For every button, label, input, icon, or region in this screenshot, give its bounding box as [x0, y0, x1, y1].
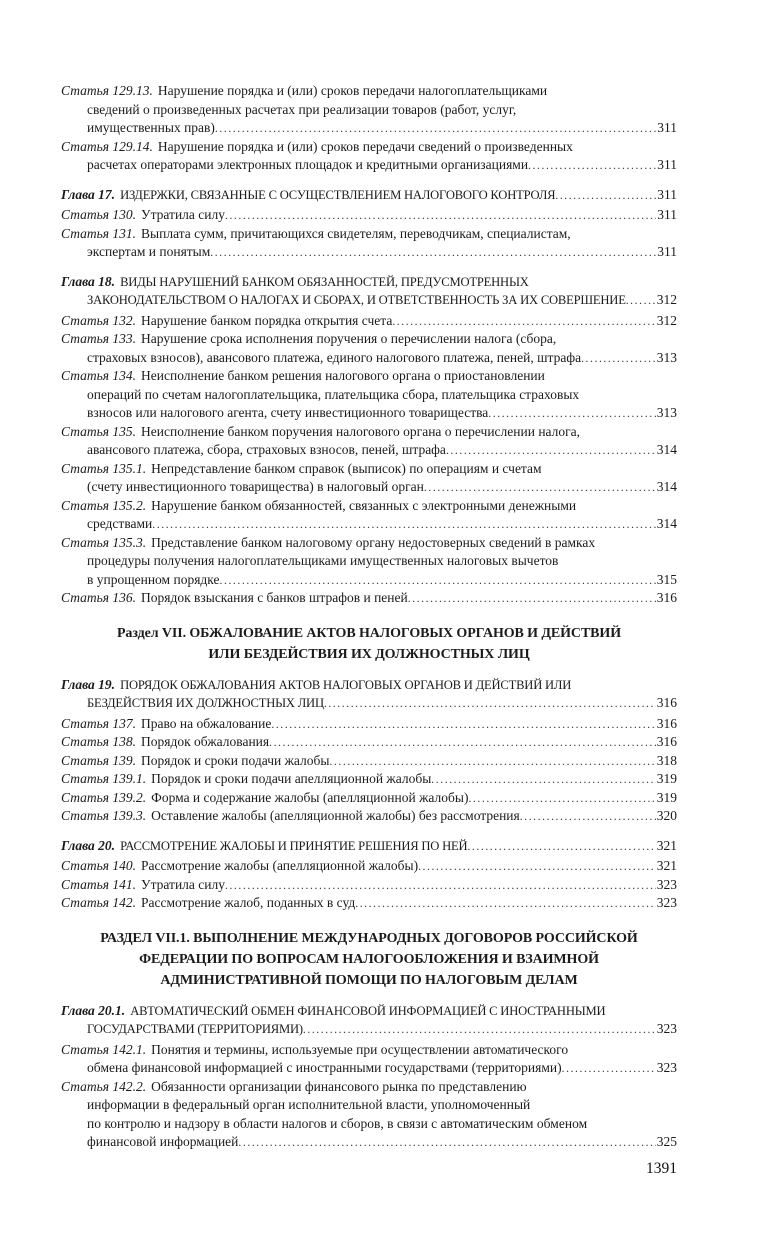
- toc-entry-line: [61, 497, 677, 516]
- toc-entry-line: [61, 770, 677, 789]
- toc-entry[interactable]: [61, 460, 677, 497]
- toc-entry-line: [61, 101, 677, 120]
- entry-text: Неисполнение банком поручения налогового органа о перечислении налога,: [141, 423, 581, 439]
- dot-leader: [355, 894, 656, 913]
- toc-entry-line: [61, 225, 677, 244]
- toc-entry-line: [61, 478, 677, 497]
- entry-page-number: 318: [656, 752, 677, 768]
- toc-entry[interactable]: [61, 206, 677, 225]
- entry-label: Статья 139.: [61, 752, 137, 768]
- toc-entry-line: [61, 1096, 677, 1115]
- toc-entry-line: [61, 82, 677, 101]
- toc-entry-line: [61, 312, 677, 331]
- entry-label: Статья 129.14.: [61, 138, 153, 154]
- dot-leader: [626, 291, 656, 310]
- toc-entry-line: [61, 1002, 677, 1021]
- toc-entry-line: [61, 552, 677, 571]
- entry-label: Статья 130.: [61, 207, 137, 222]
- entry-text: Нарушение срока исполнения поручения о перечислении налога (сбора,: [141, 331, 557, 346]
- entry-text: в упрощенном порядке: [87, 571, 220, 587]
- toc-entry-line: [61, 460, 677, 479]
- dot-leader: [468, 789, 655, 808]
- dot-leader: [528, 156, 656, 175]
- dot-leader: [431, 770, 655, 789]
- entry-text: экспертам и понятым: [87, 244, 211, 259]
- toc-entry[interactable]: [61, 770, 677, 789]
- entry-page-number: 319: [656, 789, 677, 805]
- toc-entry-line: [61, 837, 677, 856]
- entry-label: Глава 20.1.: [61, 1002, 126, 1018]
- section-heading: [61, 928, 677, 991]
- dot-leader: [152, 515, 655, 534]
- dot-leader: [215, 119, 656, 138]
- entry-page-number: 311: [657, 244, 677, 259]
- entry-text: информации в федеральный орган исполнительной власти, уполномоченный: [87, 1097, 531, 1112]
- dot-leader: [271, 715, 655, 734]
- entry-text: средствами: [87, 516, 153, 531]
- entry-text: Порядок обжалования: [141, 734, 270, 749]
- entry-label: Статья 138.: [61, 734, 137, 749]
- dot-leader: [488, 404, 655, 423]
- toc-entry[interactable]: [61, 367, 677, 423]
- toc-entry-line: [61, 206, 677, 225]
- toc-entry[interactable]: [61, 330, 677, 367]
- toc-entry[interactable]: [61, 733, 677, 752]
- entry-text: ЗАКОНОДАТЕЛЬСТВОМ О НАЛОГАХ И СБОРАХ, И ОТВЕТСТВЕННОСТЬ ЗА ИХ СОВЕРШЕНИЕ: [87, 293, 626, 307]
- toc-entry-line: [61, 876, 677, 895]
- toc-entry-line: [61, 515, 677, 534]
- entry-text: авансового платежа, сбора, страховых взносов, пеней, штрафа: [87, 442, 446, 457]
- dot-leader: [392, 312, 655, 331]
- toc-entry-line: [61, 138, 677, 157]
- entry-text: страховых взносов), авансового платежа, единого налогового платежа, пеней, штрафа: [87, 349, 582, 365]
- toc-entry-line: [61, 119, 677, 138]
- dot-leader: [581, 349, 656, 368]
- toc-entry-line: [61, 186, 677, 205]
- entry-label: Статья 129.13.: [61, 83, 153, 98]
- toc-entry[interactable]: [61, 715, 677, 734]
- toc-entry-line: [61, 386, 677, 405]
- toc-entry[interactable]: [61, 312, 677, 331]
- page-number: 1391: [646, 1159, 677, 1177]
- entry-text: БЕЗДЕЙСТВИЯ ИХ ДОЛЖНОСТНЫХ ЛИЦ: [87, 696, 324, 710]
- entry-label: Статья 140.: [61, 858, 137, 873]
- section-heading: [61, 623, 677, 665]
- toc-entry[interactable]: [61, 807, 677, 826]
- toc-entry[interactable]: [61, 82, 677, 138]
- entry-text: Неисполнение банком решения налогового органа о приостановлении: [141, 368, 545, 383]
- entry-text: (счету инвестиционного товарищества) в налоговый орган: [87, 479, 424, 494]
- entry-label: Статья 139.2.: [61, 789, 147, 805]
- entry-text: ИЗДЕРЖКИ, СВЯЗАННЫЕ С ОСУЩЕСТВЛЕНИЕМ НАЛОГОВОГО КОНТРОЛЯ: [120, 187, 556, 202]
- toc-entry-line: [61, 894, 677, 913]
- entry-text: процедуры получения налогоплательщиками имущественных налоговых вычетов: [87, 553, 559, 568]
- entry-page-number: 311: [657, 120, 677, 135]
- toc-entry[interactable]: [61, 1078, 677, 1152]
- toc-entry-line: [61, 1078, 677, 1097]
- entry-page-number: 316: [656, 695, 677, 710]
- entry-page-number: 314: [656, 442, 677, 457]
- dot-leader: [562, 1059, 656, 1078]
- toc-entry-line: [61, 676, 677, 695]
- entry-page-number: 311: [657, 186, 677, 202]
- entry-page-number: 323: [656, 895, 677, 910]
- entry-label: Статья 139.3.: [61, 808, 147, 823]
- section-heading-line: ИЛИ БЕЗДЕЙСТВИЯ ИХ ДОЛЖНОСТНЫХ ЛИЦ: [208, 646, 530, 662]
- entry-page-number: 319: [656, 771, 677, 786]
- entry-page-number: 316: [656, 715, 677, 731]
- entry-text: РАССМОТРЕНИЕ ЖАЛОБЫ И ПРИНЯТИЕ РЕШЕНИЯ ПО НЕЙ: [120, 838, 468, 853]
- toc-entry[interactable]: [61, 837, 677, 856]
- toc-entry[interactable]: [61, 138, 677, 175]
- section-heading-line: РАЗДЕЛ VII.1. ВЫПОЛНЕНИЕ МЕЖДУНАРОДНЫХ ДОГОВОРОВ РОССИЙСКОЙ: [100, 930, 638, 946]
- entry-label: Статья 135.2.: [61, 497, 147, 513]
- entry-page-number: 321: [656, 837, 677, 853]
- entry-text: сведений о произведенных расчетах при реализации товаров (работ, услуг,: [87, 101, 517, 117]
- toc-entry[interactable]: [61, 186, 677, 205]
- toc-entry-line: [61, 243, 677, 262]
- toc-entry[interactable]: [61, 1041, 677, 1078]
- entry-label: Глава 18.: [61, 273, 116, 289]
- toc-entry[interactable]: [61, 894, 677, 913]
- entry-text: Оставление жалобы (апелляционной жалобы) без рассмотрения: [151, 808, 520, 823]
- entry-page-number: 312: [656, 292, 677, 307]
- entry-text: операций по счетам налогоплательщика, плательщика сбора, плательщика страховых: [87, 386, 580, 402]
- dot-leader: [303, 1020, 656, 1039]
- toc-entry[interactable]: [61, 857, 677, 876]
- entry-text: Утратила силу: [141, 207, 225, 222]
- dot-leader: [418, 857, 656, 876]
- entry-text: Нарушение порядка и (или) сроков передачи сведений о произведенных: [157, 138, 573, 154]
- entry-text: Рассмотрение жалобы (апелляционной жалобы): [141, 858, 419, 873]
- toc-entry[interactable]: [61, 273, 677, 310]
- entry-text: расчетах операторами электронных площадок и кредитными организациями: [87, 157, 529, 172]
- entry-text: Право на обжалование: [141, 715, 272, 731]
- toc-entry-line: [61, 694, 677, 713]
- entry-text: ВИДЫ НАРУШЕНИЙ БАНКОМ ОБЯЗАННОСТЕЙ, ПРЕДУСМОТРЕННЫХ: [120, 274, 529, 289]
- toc-entry-line: [61, 423, 677, 442]
- dot-leader: [210, 243, 656, 262]
- entry-page-number: 316: [656, 590, 677, 605]
- toc-entry-line: [61, 752, 677, 771]
- entry-page-number: 323: [656, 876, 677, 892]
- entry-page-number: 315: [656, 571, 677, 587]
- entry-label: Статья 131.: [61, 225, 137, 241]
- entry-label: Глава 19.: [61, 676, 116, 692]
- entry-text: обмена финансовой информацией с иностранными государствами (территориями): [87, 1060, 562, 1075]
- dot-leader: [225, 206, 656, 225]
- dot-leader: [408, 589, 656, 608]
- toc-entry-line: [61, 1133, 677, 1152]
- toc-entry-line: [61, 404, 677, 423]
- dot-leader: [269, 733, 656, 752]
- entry-page-number: 316: [656, 734, 677, 749]
- toc-entry[interactable]: [61, 1002, 677, 1039]
- entry-page-number: 321: [656, 858, 677, 873]
- dot-leader: [555, 186, 656, 205]
- toc-entry-line: [61, 789, 677, 808]
- dot-leader: [520, 807, 656, 826]
- entry-page-number: 323: [656, 1021, 677, 1036]
- entry-label: Статья 142.1.: [61, 1041, 147, 1057]
- entry-label: Статья 133.: [61, 331, 137, 346]
- entry-text: Непредставление банком справок (выписок) по операциям и счетам: [151, 460, 542, 476]
- toc-entry[interactable]: [61, 589, 677, 608]
- dot-leader: [446, 441, 656, 460]
- toc-entry[interactable]: [61, 423, 677, 460]
- entry-text: взносов или налогового агента, счету инвестиционного товарищества: [87, 405, 489, 420]
- toc-entry-line: [61, 441, 677, 460]
- toc-entry[interactable]: [61, 534, 677, 590]
- entry-text: Выплата сумм, причитающихся свидетелям, переводчикам, специалистам,: [141, 225, 571, 241]
- entry-page-number: 314: [656, 516, 677, 531]
- toc-entry-line: [61, 1059, 677, 1078]
- toc-entry[interactable]: [61, 497, 677, 534]
- toc-entry-line: [61, 715, 677, 734]
- dot-leader: [220, 571, 656, 590]
- dot-leader: [238, 1133, 655, 1152]
- section-heading-line: АДМИНИСТРАТИВНОЙ ПОМОЩИ ПО НАЛОГОВЫМ ДЕЛАМ: [160, 972, 578, 988]
- entry-text: Порядок и сроки подачи апелляционной жалобы: [151, 771, 432, 786]
- toc-entry[interactable]: [61, 876, 677, 895]
- toc-entry-line: [61, 273, 677, 292]
- dot-leader: [424, 478, 656, 497]
- entry-page-number: 314: [656, 479, 677, 494]
- entry-label: Статья 137.: [61, 715, 137, 731]
- entry-label: Статья 135.: [61, 423, 137, 439]
- entry-label: Статья 135.1.: [61, 460, 147, 476]
- entry-label: Статья 142.: [61, 895, 137, 910]
- toc-entry-line: [61, 857, 677, 876]
- entry-page-number: 320: [656, 808, 677, 823]
- entry-text: ПОРЯДОК ОБЖАЛОВАНИЯ АКТОВ НАЛОГОВЫХ ОРГАНОВ И ДЕЙСТВИЙ ИЛИ: [120, 677, 572, 692]
- toc-entry-line: [61, 534, 677, 553]
- toc-entry-line: [61, 733, 677, 752]
- toc-entry-line: [61, 330, 677, 349]
- dot-leader: [324, 694, 656, 713]
- toc-entry-line: [61, 291, 677, 310]
- entry-text: имущественных прав): [87, 120, 215, 135]
- entry-text: Утратила силу: [141, 876, 225, 892]
- toc-entry-line: [61, 571, 677, 590]
- dot-leader: [329, 752, 655, 771]
- toc-entry[interactable]: [61, 752, 677, 771]
- entry-text: Рассмотрение жалоб, поданных в суд: [141, 895, 356, 910]
- entry-text: Представление банком налоговому органу недостоверных сведений в рамках: [151, 534, 596, 550]
- toc-entry-line: [61, 156, 677, 175]
- entry-label: Статья 141.: [61, 876, 137, 892]
- toc-entry[interactable]: [61, 676, 677, 713]
- toc-entry-line: [61, 1041, 677, 1060]
- entry-page-number: 311: [657, 157, 677, 172]
- toc-entry-line: [61, 1115, 677, 1134]
- entry-label: Статья 135.3.: [61, 534, 147, 550]
- toc: [61, 82, 677, 1152]
- entry-page-number: 323: [656, 1060, 677, 1075]
- dot-leader: [225, 876, 656, 895]
- toc-entry[interactable]: [61, 225, 677, 262]
- entry-text: Нарушение банком обязанностей, связанных с электронными денежными: [151, 497, 577, 513]
- entry-page-number: 312: [656, 312, 677, 328]
- entry-page-number: 313: [656, 349, 677, 365]
- toc-entry-line: [61, 589, 677, 608]
- entry-label: Глава 17.: [61, 186, 116, 202]
- toc-entry-line: [61, 349, 677, 368]
- entry-text: Обязанности организации финансового рынка по представлению: [151, 1078, 527, 1094]
- entry-text: ГОСУДАРСТВАМИ (ТЕРРИТОРИЯМИ): [87, 1022, 303, 1036]
- entry-page-number: 313: [656, 405, 677, 420]
- entry-label: Статья 142.2.: [61, 1078, 147, 1094]
- entry-text: Нарушение банком порядка открытия счета: [141, 312, 393, 328]
- entry-page-number: 311: [657, 207, 677, 222]
- entry-text: Форма и содержание жалобы (апелляционной жалобы): [151, 789, 469, 805]
- entry-text: финансовой информацией: [87, 1134, 239, 1149]
- toc-entry-line: [61, 807, 677, 826]
- entry-page-number: 325: [656, 1134, 677, 1149]
- entry-text: Порядок и сроки подачи жалобы: [141, 752, 330, 768]
- section-heading-line: Раздел VII. ОБЖАЛОВАНИЕ АКТОВ НАЛОГОВЫХ ОРГАНОВ И ДЕЙСТВИЙ: [116, 625, 621, 641]
- entry-label: Статья 139.1.: [61, 771, 147, 786]
- toc-entry-line: [61, 367, 677, 386]
- entry-label: Статья 136.: [61, 590, 137, 605]
- entry-label: Глава 20.: [61, 837, 116, 853]
- entry-text: Понятия и термины, используемые при осуществлении автоматического: [151, 1041, 569, 1057]
- entry-text: Нарушение порядка и (или) сроков передачи налогоплательщиками: [157, 83, 548, 98]
- entry-label: Статья 132.: [61, 312, 137, 328]
- toc-entry-line: [61, 1020, 677, 1039]
- section-heading-line: ФЕДЕРАЦИИ ПО ВОПРОСАМ НАЛОГООБЛОЖЕНИЯ И ВЗАИМНОЙ: [139, 951, 599, 967]
- toc-entry[interactable]: [61, 789, 677, 808]
- entry-text: по контролю и надзору в области налогов и сборов, в связи с автоматическим обменом: [87, 1115, 588, 1131]
- entry-label: Статья 134.: [61, 368, 137, 383]
- entry-text: АВТОМАТИЧЕСКИЙ ОБМЕН ФИНАНСОВОЙ ИНФОРМАЦИЕЙ С ИНОСТРАННЫМИ: [130, 1003, 606, 1018]
- dot-leader: [467, 837, 655, 856]
- entry-text: Порядок взыскания с банков штрафов и пеней: [141, 590, 408, 605]
